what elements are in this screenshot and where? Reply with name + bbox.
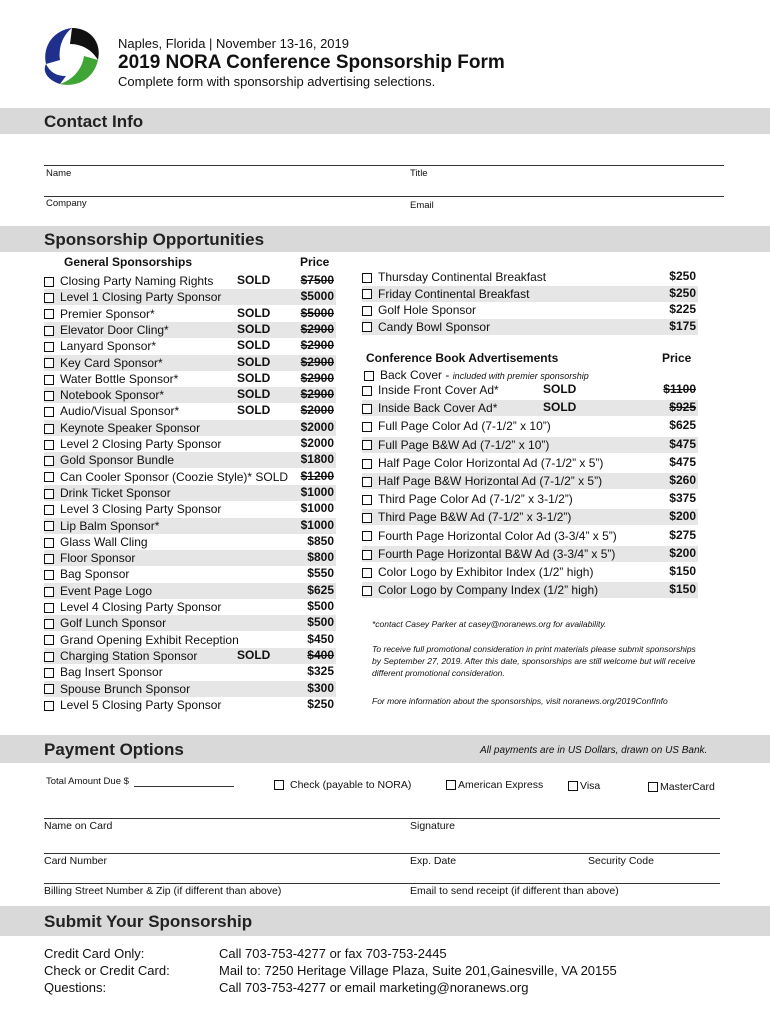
general-sponsor-sold: SOLD	[237, 321, 271, 336]
deadline-note: To receive full promotional consideration in print materials please submit sponsorships by September 27, 2019. After this date, sponsorships are still welcome but will receive different promotional consideration.	[372, 644, 696, 678]
general-sponsor-sold: SOLD	[237, 370, 271, 385]
general-sponsor-price: $7500	[300, 273, 334, 287]
payment-heading: Payment Options	[44, 740, 184, 759]
general-sponsor-price: $2900	[300, 354, 334, 369]
book-ad-label: Half Page B&W Horizontal Ad (7-1/2” x 5”)	[378, 474, 603, 488]
general-sponsor-sold: SOLD	[237, 338, 271, 353]
company-field-label[interactable]: Company	[46, 198, 87, 209]
book-ad-label: Third Page Color Ad (7-1/2” x 3-1/2”)	[378, 492, 573, 507]
book-ad-checkbox[interactable]	[362, 477, 372, 487]
general-sponsor-sold: SOLD	[237, 647, 271, 662]
book-ad-checkbox[interactable]	[362, 404, 372, 414]
book-ad-price: $475	[669, 454, 696, 469]
event-sponsor-label: Thursday Continental Breakfast	[378, 270, 547, 284]
book-ad-price: $1100	[663, 382, 696, 396]
contact-line-2	[44, 196, 724, 197]
general-sponsor-checkbox[interactable]	[44, 375, 54, 385]
general-sponsor-label: Spouse Brunch Sponsor	[60, 681, 191, 696]
total-amount-input[interactable]	[134, 786, 234, 787]
general-sponsor-label: Key Card Sponsor*	[60, 355, 163, 370]
general-sponsor-label: Lanyard Sponsor*	[60, 339, 157, 354]
book-ad-price: $260	[669, 473, 696, 487]
general-sponsor-checkbox[interactable]	[44, 440, 54, 450]
general-sponsor-checkbox[interactable]	[44, 456, 54, 466]
general-sponsor-label: Level 1 Closing Party Sponsor	[60, 290, 222, 305]
general-sponsor-price: $2900	[300, 338, 334, 353]
general-sponsor-sold: SOLD	[237, 387, 271, 402]
payment-line-2	[44, 853, 720, 854]
general-sponsor-checkbox[interactable]	[44, 293, 54, 303]
mastercard-option[interactable]	[648, 779, 715, 795]
book-ad-price: $375	[669, 491, 696, 506]
book-ad-price: $150	[669, 582, 696, 597]
book-ad-label: Full Page Color Ad (7-1/2” x 10”)	[378, 419, 551, 434]
book-ads-heading: Conference Book Advertisements	[366, 351, 559, 365]
general-sponsor-sold: SOLD	[237, 273, 271, 287]
book-ad-label: Inside Front Cover Ad*	[378, 383, 499, 397]
page-title: 2019 NORA Conference Sponsorship Form	[118, 52, 505, 73]
contact-heading: Contact Info	[44, 112, 144, 131]
mastercard-label: MasterCard	[660, 781, 715, 793]
general-sponsor-price: $2000	[300, 403, 334, 418]
general-sponsor-sold: SOLD	[237, 305, 271, 320]
book-ad-sold: SOLD	[543, 400, 577, 415]
book-ad-checkbox[interactable]	[362, 550, 372, 560]
book-ad-checkbox[interactable]	[362, 586, 372, 596]
general-sponsor-sold: SOLD	[237, 354, 271, 369]
book-ad-checkbox[interactable]	[362, 568, 372, 578]
general-sponsor-price: $2900	[300, 321, 334, 336]
check-checkbox[interactable]	[274, 780, 284, 790]
book-ad-checkbox[interactable]	[362, 386, 372, 396]
book-ad-price: $475	[669, 436, 696, 451]
back-cover-checkbox[interactable]	[364, 371, 374, 381]
name-field-label[interactable]: Name	[46, 168, 72, 179]
security-code-label[interactable]: Security Code	[588, 855, 654, 867]
location-date: Naples, Florida | November 13-16, 2019	[118, 36, 349, 51]
general-sponsor-checkbox[interactable]	[44, 701, 54, 711]
payment-line-3	[44, 883, 720, 884]
book-ad-price: $200	[669, 545, 696, 560]
submit-line-value: Call 703-753-4277 or email marketing@noranews.org	[219, 980, 529, 995]
general-sponsor-label: Level 3 Closing Party Sponsor	[60, 502, 222, 517]
general-sponsor-checkbox[interactable]	[44, 635, 54, 645]
general-sponsor-label: Golf Lunch Sponsor	[60, 616, 167, 631]
event-sponsor-price: $250	[669, 269, 696, 283]
general-sponsor-checkbox[interactable]	[44, 538, 54, 548]
submit-line-label: Credit Card Only:	[44, 946, 145, 961]
book-ad-label: Color Logo by Exhibitor Index (1/2” high)	[378, 565, 594, 579]
general-sponsor-checkbox[interactable]	[44, 407, 54, 417]
exp-date-label[interactable]: Exp. Date	[410, 855, 457, 867]
receipt-email-label[interactable]: Email to send receipt (if different than above)	[410, 885, 619, 897]
general-sponsor-checkbox[interactable]	[44, 505, 54, 515]
event-sponsor-label: Candy Bowl Sponsor	[378, 319, 491, 334]
general-price-heading: Price	[300, 255, 330, 269]
event-sponsor-label: Golf Hole Sponsor	[378, 303, 477, 317]
general-sponsor-price: $1800	[300, 452, 334, 467]
general-sponsor-label: Elevator Door Cling*	[60, 322, 169, 337]
submit-heading: Submit Your Sponsorship	[44, 912, 253, 931]
general-sponsor-price: $2900	[300, 387, 334, 402]
general-sponsor-label: Lip Balm Sponsor*	[60, 518, 160, 533]
email-field-label[interactable]: Email	[410, 200, 434, 211]
book-ad-checkbox[interactable]	[362, 495, 372, 505]
general-sponsor-label: Gold Sponsor Bundle	[60, 453, 175, 468]
amex-checkbox[interactable]	[446, 780, 456, 790]
event-sponsor-price: $175	[669, 318, 696, 333]
general-sponsor-label: Level 5 Closing Party Sponsor	[60, 697, 222, 712]
general-sponsor-checkbox[interactable]	[44, 472, 54, 482]
event-sponsor-price: $225	[669, 302, 696, 316]
submit-line-label: Check or Credit Card:	[44, 963, 170, 978]
general-sponsor-price: $2900	[300, 370, 334, 385]
general-sponsor-label: Bag Sponsor	[60, 567, 130, 582]
book-price-heading: Price	[662, 351, 692, 365]
general-sponsor-checkbox[interactable]	[44, 309, 54, 319]
general-sponsor-label: Floor Sponsor	[60, 551, 136, 566]
amex-option[interactable]	[446, 777, 543, 793]
general-sponsor-price: $1000	[300, 484, 334, 499]
general-sponsor-label: Closing Party Naming Rights	[60, 274, 214, 288]
mastercard-checkbox[interactable]	[648, 782, 658, 792]
general-sponsor-price: $500	[307, 615, 334, 630]
event-sponsor-checkbox[interactable]	[362, 306, 372, 316]
general-sponsor-checkbox[interactable]	[44, 603, 54, 613]
general-sponsor-label: Keynote Speaker Sponsor	[60, 420, 201, 435]
contact-line-1	[44, 165, 724, 166]
general-sponsor-label: Charging Station Sponsor	[60, 648, 198, 663]
general-sponsor-checkbox[interactable]	[44, 424, 54, 434]
general-sponsor-label: Audio/Visual Sponsor*	[60, 404, 180, 419]
billing-label[interactable]: Billing Street Number & Zip (if different than above)	[44, 885, 282, 897]
title-field-label[interactable]: Title	[410, 168, 428, 179]
general-sponsor-price: $2000	[300, 436, 334, 450]
event-sponsor-label: Friday Continental Breakfast	[378, 286, 530, 301]
book-ad-label: Half Page Color Horizontal Ad (7-1/2” x 5”)	[378, 455, 604, 470]
book-ad-checkbox[interactable]	[362, 440, 372, 450]
general-sponsor-checkbox[interactable]	[44, 652, 54, 662]
submit-line-value: Call 703-753-4277 or fax 703-753-2445	[219, 946, 447, 961]
more-info-note: For more information about the sponsorships, visit noranews.org/2019ConfInfo	[372, 696, 668, 706]
signature-label[interactable]: Signature	[410, 820, 455, 832]
visa-label: Visa	[580, 780, 601, 792]
total-amount-label: Total Amount Due $	[46, 776, 129, 787]
book-ad-checkbox[interactable]	[362, 459, 372, 469]
card-number-label[interactable]: Card Number	[44, 855, 108, 867]
visa-option[interactable]	[568, 778, 600, 794]
general-sponsor-label: Bag Insert Sponsor	[60, 665, 163, 680]
general-sponsor-checkbox[interactable]	[44, 554, 54, 564]
general-sponsor-checkbox[interactable]	[44, 342, 54, 352]
general-sponsor-label: Water Bottle Sponsor*	[60, 371, 179, 386]
page-subtitle: Complete form with sponsorship advertising selections.	[118, 74, 436, 89]
general-sponsor-price: $325	[307, 664, 334, 679]
general-sponsorships-heading: General Sponsorships	[64, 255, 193, 269]
payment-line-1	[44, 818, 720, 819]
general-sponsor-price: $1000	[300, 501, 334, 516]
event-sponsor-checkbox[interactable]	[362, 289, 372, 299]
general-sponsor-price: $400	[307, 647, 334, 662]
general-sponsor-price: $550	[307, 566, 334, 581]
general-sponsor-label: Glass Wall Cling	[60, 534, 148, 549]
general-sponsor-price: $300	[307, 680, 334, 695]
general-sponsor-checkbox[interactable]	[44, 570, 54, 580]
general-sponsor-label: Grand Opening Exhibit Reception	[60, 632, 239, 647]
book-ad-sold: SOLD	[543, 382, 577, 396]
book-ad-price: $150	[669, 564, 696, 578]
back-cover-note: included with premier sponsorship	[452, 371, 589, 381]
event-sponsor-checkbox[interactable]	[362, 322, 372, 332]
book-ad-price: $925	[669, 400, 696, 415]
general-sponsor-price: $450	[307, 631, 334, 646]
general-sponsor-checkbox[interactable]	[44, 668, 54, 678]
general-sponsor-checkbox[interactable]	[44, 489, 54, 499]
book-ad-checkbox[interactable]	[362, 531, 372, 541]
nora-logo-icon	[36, 24, 104, 90]
general-sponsor-price: $850	[307, 533, 334, 548]
general-sponsor-price: $250	[307, 696, 334, 711]
general-sponsor-price: $1200	[300, 468, 334, 483]
general-sponsor-label: Premier Sponsor*	[60, 306, 155, 321]
visa-checkbox[interactable]	[568, 781, 578, 791]
currency-note: All payments are in US Dollars, drawn on US Bank.	[480, 745, 708, 756]
general-sponsor-price: $2000	[300, 419, 334, 434]
book-ad-price: $275	[669, 527, 696, 542]
general-sponsor-checkbox[interactable]	[44, 277, 54, 287]
general-sponsor-checkbox[interactable]	[44, 521, 54, 531]
general-sponsor-price: $5000	[300, 305, 334, 320]
general-sponsor-price: $5000	[300, 289, 334, 304]
book-ad-label: Inside Back Cover Ad*	[378, 401, 498, 416]
book-ad-label: Full Page B&W Ad (7-1/2” x 10”)	[378, 437, 550, 452]
book-ad-price: $200	[669, 509, 696, 524]
general-sponsor-label: Event Page Logo	[60, 583, 153, 598]
back-cover-row	[364, 367, 589, 383]
back-cover-label: Back Cover -	[380, 368, 453, 382]
name-on-card-label[interactable]: Name on Card	[44, 820, 113, 832]
submit-line-value: Mail to: 7250 Heritage Village Plaza, Suite 201,Gainesville, VA 20155	[219, 963, 617, 978]
general-sponsor-label: Drink Ticket Sponsor	[60, 485, 171, 500]
book-ad-label: Third Page B&W Ad (7-1/2” x 3-1/2”)	[378, 510, 572, 525]
book-ad-checkbox[interactable]	[362, 513, 372, 523]
contact-availability-note: *contact Casey Parker at casey@noranews.org for availability.	[372, 619, 607, 629]
book-ad-price: $625	[669, 418, 696, 433]
general-sponsor-sold: SOLD	[237, 403, 271, 418]
general-sponsor-checkbox[interactable]	[44, 587, 54, 597]
general-sponsor-checkbox[interactable]	[44, 326, 54, 336]
book-ad-label: Fourth Page Horizontal Color Ad (3-3/4” x 5”)	[378, 528, 617, 543]
general-sponsor-label: Level 4 Closing Party Sponsor	[60, 600, 222, 614]
book-ad-label: Fourth Page Horizontal B&W Ad (3-3/4” x 5”)	[378, 546, 616, 561]
general-sponsor-label: Notebook Sponsor*	[60, 388, 165, 403]
general-sponsor-price: $1000	[300, 517, 334, 532]
general-sponsor-price: $625	[307, 582, 334, 597]
general-sponsor-price: $500	[307, 599, 334, 613]
submit-line-label: Questions:	[44, 980, 107, 995]
general-sponsor-checkbox[interactable]	[44, 684, 54, 694]
general-sponsor-checkbox[interactable]	[44, 391, 54, 401]
check-option[interactable]	[274, 777, 411, 793]
general-sponsor-checkbox[interactable]	[44, 619, 54, 629]
event-sponsor-price: $250	[669, 285, 696, 300]
event-sponsor-checkbox[interactable]	[362, 273, 372, 283]
general-sponsor-checkbox[interactable]	[44, 358, 54, 368]
book-ad-label: Color Logo by Company Index (1/2” high)	[378, 583, 599, 598]
sponsorship-heading: Sponsorship Opportunities	[44, 230, 265, 249]
amex-label: American Express	[458, 779, 544, 791]
general-sponsor-label: Level 2 Closing Party Sponsor	[60, 437, 222, 451]
book-ad-checkbox[interactable]	[362, 422, 372, 432]
check-label: Check (payable to NORA)	[290, 779, 412, 791]
general-sponsor-label: Can Cooler Sponsor (Coozie Style)* SOLD	[60, 469, 289, 484]
general-sponsor-price: $800	[307, 550, 334, 565]
